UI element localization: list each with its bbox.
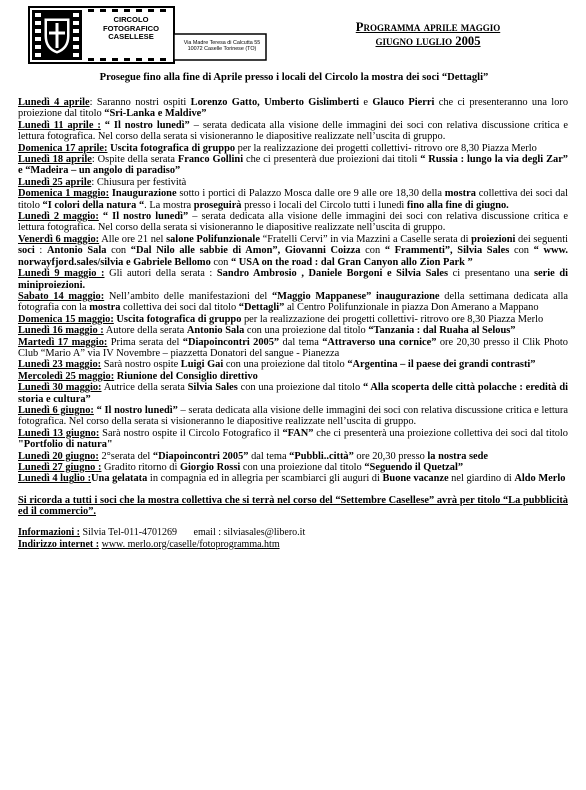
entry-text: per la realizzazione dei progetti collettivi- ritrovo ore 8,30 Piazza Merlo <box>235 142 537 154</box>
program-entry <box>18 120 568 143</box>
entry-text: “Tanzania : dal Ruaha al Selous” <box>368 325 516 337</box>
entry-text: “ Russia : lungo la via degli Zar” e “Madeira – un angolo di paradiso” <box>18 154 569 177</box>
entry-text: “ Il nostro lunedì” <box>102 211 189 223</box>
entry-text: in compagnia ed in allegria per scambiarci gli auguri di <box>147 473 383 485</box>
entry-text: “ Il nostro lunedì” <box>96 404 178 416</box>
entry-text: dal tema <box>279 336 323 348</box>
club-name: CIRCOLO FOTOGRAFICO CASELLESE <box>103 15 159 42</box>
entry-text: “Argentina – il paese dei grandi contrasti” <box>347 359 536 371</box>
info-label: Informazioni : <box>18 527 80 538</box>
entry-date: Lunedì 16 maggio : <box>18 325 104 337</box>
entry-text: salone Polifunzionale <box>166 233 260 245</box>
entry-text: e <box>359 97 373 108</box>
entry-date: Lunedì 23 maggio: <box>18 359 102 371</box>
entry-text: – serata dedicata alla visione delle immagini dei soci con relativa discussione critica e lettura fotografica. Nel corso della serata si visioneranno le diapositive realizzate nell’uscita di gruppo. <box>18 211 568 234</box>
entry-text: – serata dedicata alla visione delle immagini dei soci con relativa discussione critica e lettura fotografica. Nel corso della serata si visioneranno le diapositive realizzate nell’uscita di gruppo. <box>18 119 569 143</box>
program-entry <box>18 325 568 336</box>
entry-text: “I colori della natura “ <box>42 199 145 211</box>
internet-label: Indirizzo internet : <box>18 538 100 550</box>
club-logo <box>28 6 268 64</box>
entry-text: "Portfolio di natura" <box>18 439 113 451</box>
program-entry <box>18 337 568 360</box>
entry-text: Franco Gollini <box>177 154 244 166</box>
info-contact: Silvia Tel-011-4701269 <box>82 527 178 538</box>
entry-text: che ci presenterà una proiezione collettiva dei soci dal titolo <box>313 427 568 439</box>
entry-date: Lunedì 30 maggio: <box>18 382 102 394</box>
entry-text: Aldo Merlo <box>514 473 566 485</box>
entry-date: Venerdì 6 maggio: <box>18 233 100 245</box>
entry-text: Luigi Gai <box>180 359 224 371</box>
program-entry <box>18 234 568 268</box>
entry-text: nel giardino di <box>448 473 515 485</box>
entry-text: Alle ore 21 nel <box>99 233 167 245</box>
entry-text: della settimana dedicata alla fotografia con la <box>18 290 568 314</box>
entry-text: con una proiezione dal titolo <box>244 325 369 337</box>
entry-date: Domenica 1 maggio: <box>18 188 110 200</box>
entry-text: Sarà nostro ospite <box>101 359 181 371</box>
entry-date: Lunedì 25 aprile <box>18 176 92 188</box>
closing-note: Si ricorda a tutti i soci che la mostra collettiva che si terrà nel corso del “Settembre Casellese” avrà per titolo “La pubblicità ed il commercio”. <box>18 494 568 518</box>
entry-text: con <box>106 245 131 257</box>
program-entry <box>18 405 568 428</box>
program-entries <box>18 97 568 485</box>
entry-text: . La mostra <box>144 199 194 211</box>
entry-text: Buone vacanze <box>382 473 449 485</box>
entry-text: con <box>509 245 534 257</box>
entry-date: Domenica 15 maggio: <box>18 313 114 325</box>
entry-text: Uscita fotografica di gruppo <box>110 142 236 154</box>
entry-text: Prima serata del <box>107 336 183 348</box>
entry-text: con una proiezione dal titolo <box>223 359 348 371</box>
entry-text: “Dal Nilo alle sabbie di Amon”, Giovanni Coizza <box>130 245 361 257</box>
entry-text: che ci presenteranno una loro proiezione dal titolo <box>18 97 569 120</box>
program-entry <box>18 473 568 484</box>
entry-text: Antonio Sala <box>186 325 245 337</box>
entry-text: “Maggio Mappanese” inaugurazione <box>271 290 440 302</box>
entry-text: “Diapoincontri 2005” <box>182 336 280 348</box>
entry-text: ore 20,30 presso il Clik Photo Club “Mario A” via IV Novembre – piazzetta Donatori del sangue - Pianezza <box>18 336 568 359</box>
entry-text: Gradito ritorno di <box>101 462 180 473</box>
entry-text: “ www. norwayfjord.sales/silvia e Gabriele Bellomo <box>18 245 569 268</box>
entry-text: “Dettagli” <box>238 302 285 314</box>
entry-text: al Centro Polifunzionale in piazza Don Amerano a Mappano <box>284 302 539 314</box>
program-entry <box>18 371 568 382</box>
entry-text: 2°serata del <box>98 450 153 462</box>
entry-text: presso i locali del Circolo tutti i lunedì <box>241 199 407 211</box>
entry-date: Lunedì 20 giugno: <box>18 450 99 462</box>
program-entry <box>18 211 568 234</box>
program-entry <box>18 451 568 462</box>
entry-date: Lunedì 13 giugno: <box>18 427 100 439</box>
entry-text: Giorgio Rossi <box>179 462 241 473</box>
entry-text: per la realizzazione dei progetti collettivi- ritrovo ore 8,30 Piazza Merlo <box>241 313 544 325</box>
program-title: Programma aprile maggio giugno luglio 2005 <box>355 20 501 48</box>
club-address: Via Madre Teresa di Calcutta 55 10072 Caselle Torinese (TO) <box>183 40 261 53</box>
program-entry <box>18 154 568 177</box>
internet-link[interactable]: www. merlo.org/caselle/fotoprogramma.htm <box>101 538 280 550</box>
entry-text: collettiva dei soci dal titolo <box>120 302 239 314</box>
program-entry <box>18 177 568 188</box>
program-entry <box>18 314 568 325</box>
entry-text: “Fratelli Cervi” in via Mazzini a Caselle serata di <box>259 233 472 245</box>
entry-text: con <box>210 256 231 268</box>
program-entry <box>18 382 568 405</box>
header <box>0 0 586 80</box>
entry-text: Gli autori della serata : <box>104 268 217 280</box>
entry-text: “ USA on the road : dal Gran Canyon allo Zion Park ” <box>230 256 473 268</box>
intro-line: Prosegue fino alla fine di Aprile presso i locali del Circolo la mostra dei soci “Dettagli” <box>99 72 489 83</box>
entry-date: Domenica 17 aprile: <box>18 142 108 154</box>
program-entry <box>18 97 568 120</box>
entry-text: “Diapoincontri 2005” <box>152 450 249 462</box>
info-email[interactable]: email : silviasales@libero.it <box>193 527 306 538</box>
entry-text: Silvia Sales <box>187 382 238 394</box>
program-entry <box>18 462 568 473</box>
entry-text: Uscita fotografica di gruppo <box>116 313 242 325</box>
entry-text: Inaugurazione <box>111 188 177 200</box>
entry-text: proiezioni <box>471 233 516 245</box>
entry-text: “ Alla scoperta delle città polacche : eredità di storia e cultura” <box>18 382 569 405</box>
entry-date: Lunedì 4 luglio : <box>18 473 92 485</box>
contact-info <box>18 527 568 550</box>
entry-text: “Attraverso una cornice” <box>322 336 437 348</box>
entry-text: soci <box>18 245 35 257</box>
entry-text: Autore della serata <box>103 325 187 337</box>
entry-date: Lunedì 6 giugno: <box>18 404 94 416</box>
entry-text: dal tema <box>248 450 290 462</box>
entry-date: Mercoledì 25 maggio: <box>18 370 115 382</box>
entry-text: “ Il nostro lunedì” <box>104 119 190 131</box>
program-entry <box>18 359 568 370</box>
entry-text: : Saranno nostri ospiti <box>89 97 191 108</box>
entry-text: proseguirà <box>193 199 242 211</box>
entry-text: Riunione del Consiglio direttivo <box>116 370 258 382</box>
entry-text: con <box>360 245 385 257</box>
entry-text: Antonio Sala <box>46 245 107 257</box>
program-entry <box>18 428 568 451</box>
entry-date: Martedì 17 maggio: <box>18 336 108 348</box>
entry-text: dei seguenti <box>515 233 569 245</box>
entry-text: con una proiezione dal titolo <box>240 462 365 473</box>
entry-date: Lunedì 4 aprile <box>18 97 90 108</box>
entry-text: mostra <box>89 302 121 314</box>
program-entry <box>18 188 568 211</box>
entry-text: collettiva dei soci dal titolo <box>18 188 568 211</box>
entry-text: sotto i portici di Palazzo Mosca dalle ore 9 alle ore 18,30 della <box>176 188 445 200</box>
entry-date: Lunedì 18 aprile <box>18 154 92 166</box>
entry-date: Lunedì 9 maggio : <box>18 268 105 280</box>
entry-text: : Chiusura per festività <box>91 176 187 188</box>
entry-text: serie di miniproiezioni. <box>18 268 568 291</box>
entry-text: “Pubbli..città” <box>289 450 354 462</box>
entry-text: Sarà nostro ospite il Circolo Fotografico il <box>99 427 283 439</box>
entry-date: Sabato 14 maggio: <box>18 290 105 302</box>
entry-text: ci presentano una <box>448 268 534 280</box>
entry-text: Glauco Pierri <box>372 97 435 108</box>
entry-date: Lunedì 27 giugno : <box>18 462 102 473</box>
entry-date: Lunedì 11 aprile : <box>18 119 101 131</box>
entry-text: “Seguendo il Quetzal” <box>364 462 464 473</box>
entry-text: – serata dedicata alla visione delle immagini dei soci con relativa discussione critica e lettura fotografica. Nel corso della serata si visioneranno le diapositive realizzate nell’uscita di gruppo. <box>18 404 568 428</box>
entry-text: fino alla fine di giugno. <box>406 199 509 211</box>
entry-text: Una gelatata <box>91 473 148 485</box>
program-entry <box>18 143 568 154</box>
program-entry <box>18 291 568 314</box>
entry-text: con una proiezione dal titolo <box>237 382 363 394</box>
entry-text: Nell’ambito delle manifestazioni del <box>104 290 272 302</box>
program-entry <box>18 268 568 291</box>
entry-text: Lorenzo Gatto, Umberto Gislimberti <box>190 97 360 108</box>
entry-text: Sandro Ambrosio , Daniele Borgoni e Silvia Sales <box>216 268 449 280</box>
entry-text: la nostra sede <box>427 450 489 462</box>
entry-text: ore 20,30 presso <box>353 450 428 462</box>
entry-text: “Sri-Lanka e Maldive” <box>104 108 207 120</box>
entry-text: che ci presenterà due proiezioni dai titoli <box>243 154 421 166</box>
entry-text: : <box>34 245 47 257</box>
entry-text: “ Frammenti”, Silvia Sales <box>384 245 510 257</box>
entry-text: Autrice della serata <box>101 382 188 394</box>
entry-date: Lunedì 2 maggio: <box>18 211 99 223</box>
entry-text: mostra <box>444 188 476 200</box>
program-content <box>18 97 568 550</box>
entry-text: : Ospite della serata <box>91 154 178 166</box>
entry-text: “FAN” <box>282 427 314 439</box>
